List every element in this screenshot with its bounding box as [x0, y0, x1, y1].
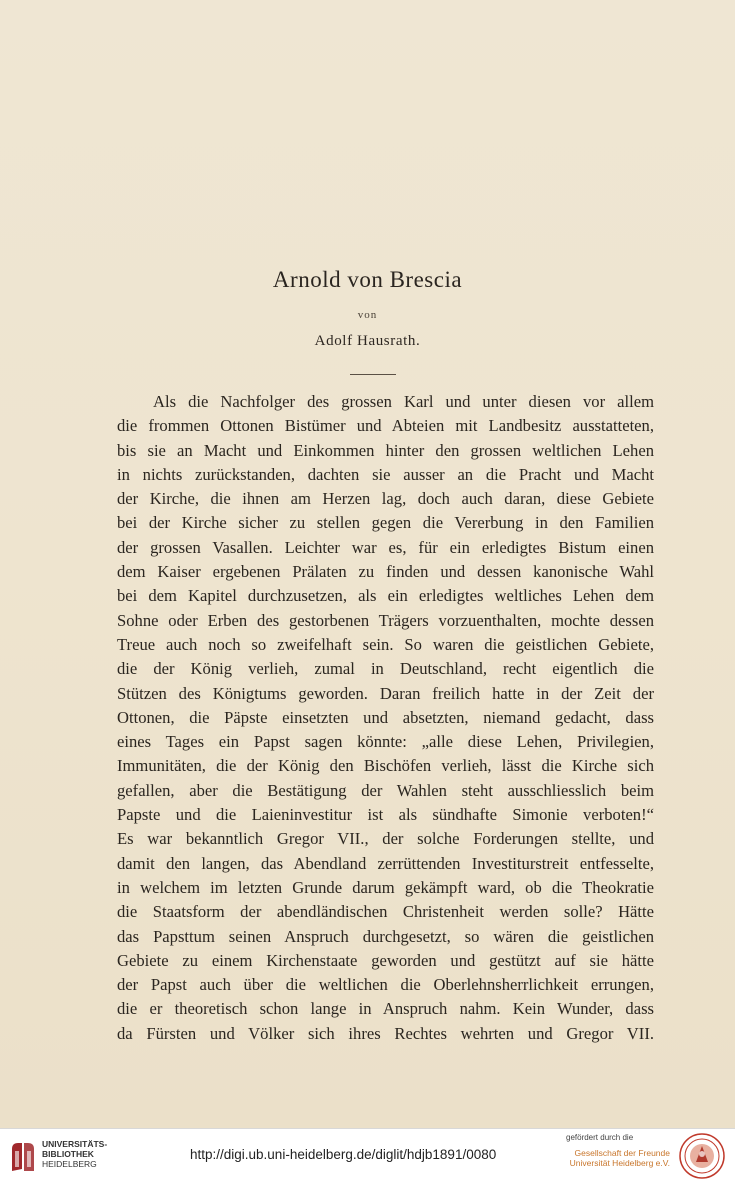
body-line: Treue auch noch so zweifelhaft sein. So waren die geistlichen Gebiete,: [117, 634, 654, 654]
article-body: [117, 390, 654, 1046]
body-line: eines Tages ein Papst sagen könnte: „alle diese Lehen, Privilegien,: [117, 732, 654, 752]
title-divider: [350, 374, 396, 375]
body-line: die Staatsform der abendländischen Christenheit werden solle? Hätte: [117, 902, 654, 922]
body-line: da Fürsten und Völker sich ihres Rechtes wehrten und Gregor VII.: [117, 1023, 654, 1043]
byline-prefix: von: [357, 309, 378, 321]
body-line: Als die Nachfolger des grossen Karl und unter diesen vor allem: [153, 392, 654, 411]
body-line: Immunitäten, die der König den Bischöfen verlieh, lässt die Kirche sich: [117, 756, 654, 776]
body-line: Gebiete zu einem Kirchenstaate geworden und gestützt auf sie hätte: [117, 950, 654, 970]
body-line: die er theoretisch schon lange in Anspruch nahm. Kein Wunder, dass: [117, 999, 654, 1019]
body-line: damit den langen, das Abendland zerrüttenden Investiturstreit entfesselte,: [117, 853, 654, 873]
article-title: Arnold von Brescia: [272, 267, 463, 292]
body-line: die frommen Ottonen Bistümer und Abteien mit Landbesitz ausstatteten,: [117, 416, 654, 436]
body-line: bei dem Kapitel durchzusetzen, als ein erledigtes weltliches Lehen dem: [117, 586, 654, 606]
article-author: Adolf Hausrath.: [314, 333, 421, 349]
body-line: Papste und die Laieninvestitur ist als sündhafte Simonie verboten!“: [117, 805, 654, 825]
sponsor-label: gefördert durch die: [566, 1133, 634, 1142]
footer-bar: [0, 1128, 735, 1183]
body-line: das Papsttum seinen Anspruch durchgesetzt, so wären die geistlichen: [117, 926, 654, 946]
library-name-line3: HEIDELBERG: [42, 1159, 97, 1169]
body-line: Ottonen, die Päpste einsetzten und absetzten, niemand gedacht, dass: [117, 707, 654, 727]
sponsor-name-line1: Gesellschaft der Freunde: [574, 1148, 670, 1158]
body-line: der grossen Vasallen. Leichter war es, für ein erledigtes Bistum einen: [117, 537, 654, 557]
body-line: Stützen des Königtums geworden. Daran freilich hatte in der Zeit der: [117, 683, 654, 703]
library-name-line1: UNIVERSITÄTS-: [42, 1139, 108, 1149]
body-line: in welchem im letzten Grunde darum gekämpft ward, ob die Theokratie: [117, 877, 654, 897]
body-line: dem Kaiser ergebenen Prälaten zu finden und dessen kanonische Wahl: [117, 562, 654, 582]
body-line: in nichts zurückstanden, dachten sie ausser an die Pracht und Macht: [117, 464, 654, 484]
body-line: bei der Kirche sicher zu stellen gegen die Vererbung in den Familien: [117, 513, 654, 533]
university-library-logo-icon: [8, 1139, 36, 1173]
body-line: der Papst auch über die weltlichen die Oberlehnsherrlichkeit errungen,: [117, 975, 654, 995]
library-name-line2: BIBLIOTHEK: [42, 1149, 94, 1159]
body-line: gefallen, aber die Bestätigung der Wahlen steht ausschliesslich beim: [117, 780, 654, 800]
sponsor-name: [566, 1148, 670, 1168]
body-line: Es war bekanntlich Gregor VII., der solche Forderungen stellte, und: [117, 829, 654, 849]
body-line: bis sie an Macht und Einkommen hinter den grossen weltlichen Lehen: [117, 440, 654, 460]
university-seal-icon: [678, 1132, 726, 1180]
permalink-url[interactable]: http://digi.ub.uni-heidelberg.de/diglit/hdjb1891/0080: [190, 1147, 497, 1162]
library-name: [42, 1139, 107, 1169]
body-line: Sohne oder Erben des gestorbenen Trägers vorzuenthalten, mochte dessen: [117, 610, 654, 630]
sponsor-name-line2: Universität Heidelberg e.V.: [569, 1158, 670, 1168]
body-line: die der König verlieh, zumal in Deutschland, recht eigentlich die: [117, 659, 654, 679]
body-line: der Kirche, die ihnen am Herzen lag, doch auch daran, diese Gebiete: [117, 489, 654, 509]
